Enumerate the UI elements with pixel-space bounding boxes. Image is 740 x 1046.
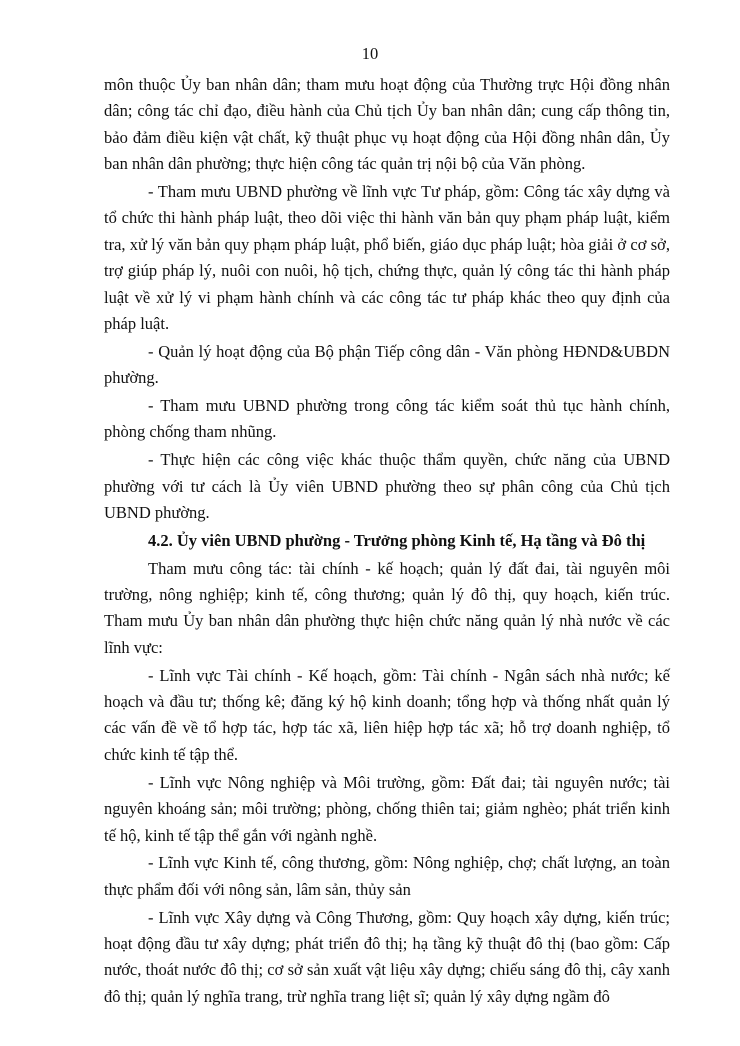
paragraph: - Lĩnh vực Tài chính - Kế hoạch, gồm: Tài chính - Ngân sách nhà nước; kế hoạch và đầu tư; thống kê; đăng ký hộ kinh doanh; tổng hợp và thống nhất quản lý các vấn đề về tổ hợp tác, hợp tác xã, liên hiệp hợp tác xã; hỗ trợ doanh nghiệp, tổ chức kinh tế tập thể. — [104, 665, 670, 764]
paragraph: - Lĩnh vực Nông nghiệp và Môi trường, gồm: Đất đai; tài nguyên nước; tài nguyên khoáng sản; môi trường; phòng, chống thiên tai; giảm nghèo; phát triển kinh tế hộ, kinh tế tập thể gắn với ngành nghề. — [104, 772, 670, 845]
paragraph: - Tham mưu UBND phường trong công tác kiểm soát thủ tục hành chính, phòng chống tham nhũng. — [104, 396, 670, 442]
paragraph: - Quản lý hoạt động của Bộ phận Tiếp công dân - Văn phòng HĐND&UBDN phường. — [104, 341, 670, 388]
section-heading: 4.2. Ủy viên UBND phường - Trưởng phòng Kinh tế, Hạ tầng và Đô thị — [148, 530, 646, 550]
paragraph: Tham mưu công tác: tài chính - kế hoạch; quản lý đất đai, tài nguyên môi trường, nông nghiệp; kinh tế, công thương; quản lý đô thị, quy hoạch, kiến trúc. Tham mưu Ủy ban nhân dân phường thực hiện chức năng quản lý nhà nước về các lĩnh vực: — [104, 558, 670, 657]
paragraph: môn thuộc Ủy ban nhân dân; tham mưu hoạt động của Thường trực Hội đồng nhân dân; công tác chỉ đạo, điều hành của Chủ tịch Ủy ban nhân dân; cung cấp thông tin, bảo đảm điều kiện vật chất, kỹ thuật phục vụ hoạt động của Hội đồng nhân dân, Ủy ban nhân dân phường; thực hiện công tác quản trị nội bộ của Văn phòng. — [104, 75, 670, 174]
paragraph: - Lĩnh vực Xây dựng và Công Thương, gồm: Quy hoạch xây dựng, kiến trúc; hoạt động đầu tư xây dựng; phát triển đô thị; hạ tầng kỹ thuật đô thị (bao gồm: Cấp nước, thoát nước đô thị; cơ sở sản xuất vật liệu xây dựng; chiếu sáng đô thị, cây xanh đô thị; quản lý nghĩa trang, trừ nghĩa trang liệt sĩ; quản lý xây dựng ngầm đô — [104, 907, 670, 1006]
paragraph: - Lĩnh vực Kinh tế, công thương, gồm: Nông nghiệp, chợ; chất lượng, an toàn thực phẩm đối với nông sản, lâm sản, thủy sản — [104, 853, 670, 899]
page-number: 10 — [361, 44, 379, 63]
paragraph: - Thực hiện các công việc khác thuộc thẩm quyền, chức năng của UBND phường với tư cách là Ủy viên UBND phường theo sự phân công của Chủ tịch UBND phường. — [104, 450, 670, 523]
paragraph: - Tham mưu UBND phường về lĩnh vực Tư pháp, gồm: Công tác xây dựng và tổ chức thi hành pháp luật, theo dõi việc thi hành văn bản quy phạm pháp luật, kiểm tra, xử lý văn bản quy phạm pháp luật, phổ biến, giáo dục pháp luật; hòa giải ở cơ sở, trợ giúp pháp lý, nuôi con nuôi, hộ tịch, chứng thực, quản lý công tác thi hành pháp luật về xử lý vi phạm hành chính và các công tác tư pháp khác theo quy định của pháp luật. — [104, 182, 670, 334]
document-body — [104, 72, 670, 1012]
